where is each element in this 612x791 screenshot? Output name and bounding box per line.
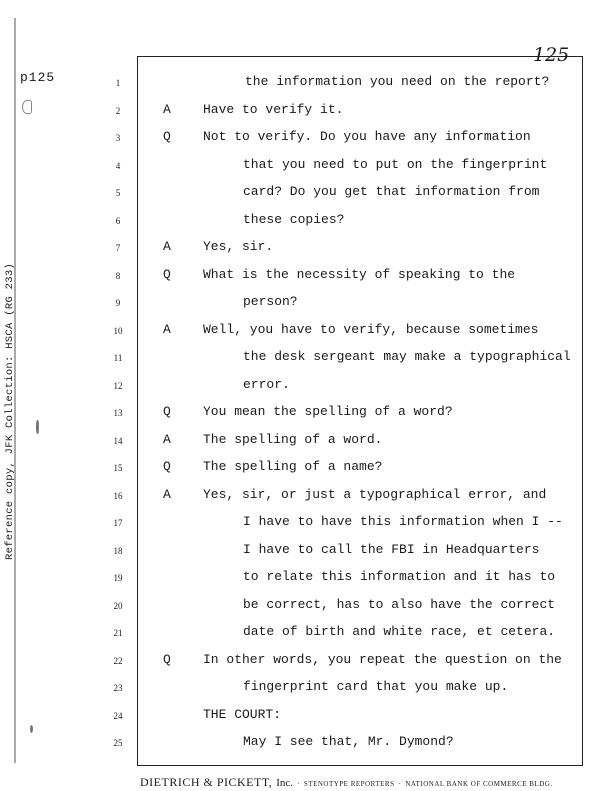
handwritten-page-number: 125	[533, 44, 570, 66]
line-text: In other words, you repeat the question on the	[203, 651, 562, 667]
line-number: 21	[113, 628, 123, 638]
speaker-marker: A	[163, 101, 171, 117]
transcript-line	[0, 74, 612, 96]
transcript-line	[0, 377, 612, 399]
transcript-line	[0, 267, 612, 289]
footer-separator: ·	[398, 780, 402, 788]
line-number: 1	[115, 78, 121, 88]
transcript-line	[0, 679, 612, 701]
firm-inc: Inc.	[276, 777, 294, 789]
line-text: The spelling of a word.	[203, 431, 383, 447]
line-number: 3	[115, 133, 121, 143]
line-number: 15	[113, 463, 123, 473]
reporter-footer	[140, 773, 553, 791]
line-text: these copies?	[243, 211, 345, 227]
transcript-line	[0, 157, 612, 179]
transcript-line	[0, 487, 612, 509]
speaker-marker: Q	[163, 266, 171, 282]
transcript-line	[0, 624, 612, 646]
line-number: 18	[113, 545, 123, 556]
footer-address: NATIONAL BANK OF COMMERCE BLDG.	[405, 780, 553, 788]
transcript-line	[0, 734, 612, 756]
transcript-line	[0, 542, 612, 564]
scan-speck	[30, 725, 33, 733]
line-text: date of birth and white race, et cetera.	[243, 624, 556, 639]
line-text: to relate this information and it has to	[243, 569, 556, 584]
transcript-line	[0, 404, 612, 426]
line-number: 17	[113, 518, 123, 528]
line-number: 25	[113, 738, 123, 748]
line-number: 13	[113, 408, 123, 418]
transcript-line	[0, 707, 612, 729]
transcript-line	[0, 349, 612, 371]
transcript-line	[0, 432, 612, 454]
transcript-line	[0, 184, 612, 206]
line-text: I have to have this information when I --	[243, 514, 563, 529]
speaker-marker: Q	[163, 459, 171, 474]
line-text: that you need to put on the fingerprint	[243, 156, 548, 172]
line-number: 9	[115, 298, 121, 308]
speaker-marker: Q	[163, 651, 171, 667]
line-text: You mean the spelling of a word?	[203, 404, 453, 419]
transcript-line	[0, 459, 612, 481]
transcript-line	[0, 294, 612, 316]
line-number: 22	[113, 655, 123, 666]
line-number: 8	[115, 270, 121, 281]
speaker-marker: Q	[163, 129, 171, 144]
line-number: 14	[113, 435, 123, 446]
page-label: p125	[20, 70, 56, 85]
speaker-marker: A	[163, 486, 171, 502]
line-text: The spelling of a name?	[203, 459, 383, 474]
speaker-marker: A	[163, 239, 171, 254]
line-number: 7	[115, 243, 121, 253]
line-number: 6	[115, 215, 121, 226]
line-text: Yes, sir, or just a typographical error, and	[203, 486, 547, 502]
transcript-line	[0, 569, 612, 591]
transcript-line	[0, 597, 612, 619]
line-text: THE COURT:	[203, 706, 282, 722]
line-text: What is the necessity of speaking to the	[203, 266, 516, 282]
scan-speck	[22, 100, 32, 114]
footer-reporters: STENOTYPE REPORTERS	[303, 780, 395, 788]
transcript-line	[0, 129, 612, 151]
transcript-line	[0, 212, 612, 234]
line-number: 12	[113, 380, 123, 391]
transcript-line	[0, 652, 612, 674]
transcript-line	[0, 239, 612, 261]
speaker-marker: A	[163, 431, 171, 447]
line-text: fingerprint card that you make up.	[243, 679, 509, 694]
transcript-line	[0, 102, 612, 124]
line-number: 23	[113, 683, 123, 693]
line-number: 5	[115, 188, 121, 198]
line-number: 4	[115, 160, 121, 171]
line-text: the information you need on the report?	[245, 74, 550, 89]
line-number: 24	[113, 710, 123, 721]
line-text: be correct, has to also have the correct	[243, 596, 556, 612]
scan-speck	[36, 420, 39, 434]
line-number: 20	[113, 600, 123, 611]
speaker-marker: Q	[163, 404, 171, 419]
firm-name: DIETRICH & PICKETT,	[140, 775, 273, 789]
line-number: 16	[113, 490, 123, 501]
transcript-line	[0, 514, 612, 536]
line-text: Yes, sir.	[203, 239, 274, 254]
line-text: May I see that, Mr. Dymond?	[243, 734, 454, 749]
line-text: error.	[243, 376, 290, 392]
line-text: person?	[243, 294, 298, 309]
line-number: 2	[115, 105, 121, 116]
line-text: I have to call the FBI in Headquarters	[243, 541, 540, 557]
line-text: Well, you have to verify, because sometimes	[203, 321, 539, 337]
speaker-marker: A	[163, 321, 171, 337]
line-number: 11	[113, 353, 123, 363]
line-number: 19	[113, 573, 123, 583]
footer-separator: ·	[297, 780, 300, 788]
transcript-line	[0, 322, 612, 344]
line-text: the desk sergeant may make a typographical	[243, 349, 571, 364]
archive-stamp: Reference copy, JFK Collection: HSCA (RG 233)	[4, 262, 16, 560]
line-text: Not to verify. Do you have any information	[203, 129, 531, 144]
line-text: card? Do you get that information from	[243, 184, 540, 199]
line-text: Have to verify it.	[203, 101, 344, 117]
line-number: 10	[113, 325, 123, 336]
